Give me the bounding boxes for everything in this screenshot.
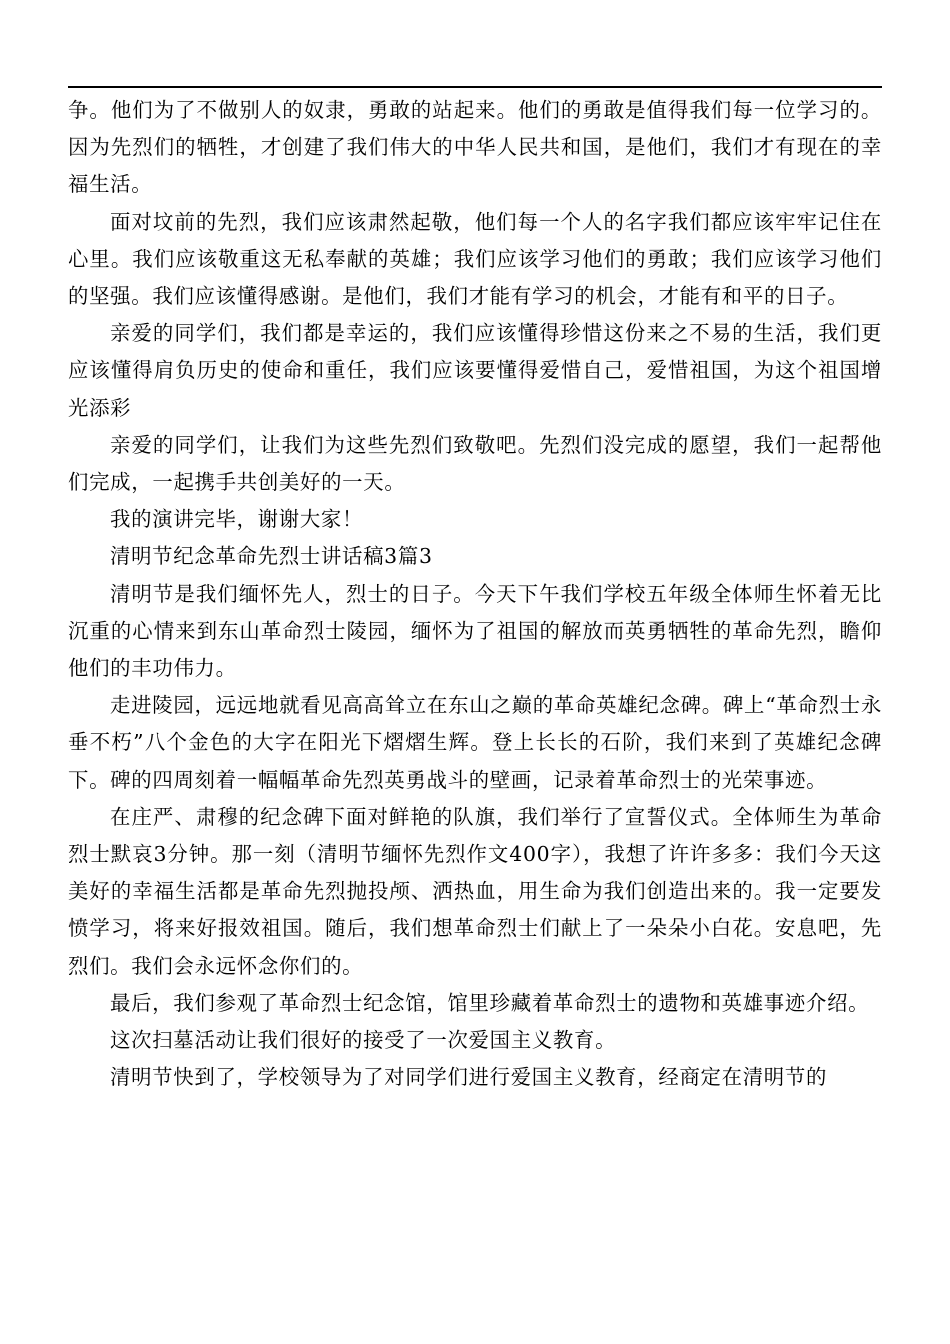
paragraph: 面对坟前的先烈，我们应该肃然起敬，他们每一个人的名字我们都应该牢牢记住在心里。我们应该敬重这无私奉献的英雄；我们应该学习他们的勇敢；我们应该学习他们的坚强。我们应该懂得感谢。是他们，我们才能有学习的机会，才能有和平的日子。 xyxy=(68,209,882,309)
paragraph: 最后，我们参观了革命烈士纪念馆，馆里珍藏着革命烈士的遗物和英雄事迹介绍。 xyxy=(110,990,870,1015)
paragraph: 走进陵园，远远地就看见高高耸立在东山之巅的革命英雄纪念碑。碑上“革命烈士永垂不朽”八个金色的大字在阳光下熠熠生辉。登上长长的石阶，我们来到了英雄纪念碑下。碑的四周刻着一幅幅革命先烈英勇战斗的壁画，记录着革命烈士的光荣事迹。 xyxy=(68,693,882,792)
paragraph: 在庄严、肃穆的纪念碑下面对鲜艳的队旗，我们举行了宣誓仪式。全体师生为革命烈士默哀3分钟。那一刻（清明节缅怀先烈作文400字），我想了许许多多：我们今天这美好的幸福生活都是革命先烈抛投颅、洒热血，用生命为我们创造出来的。我一定要发愤学习，将来好报效祖国。随后，我们想革命烈士们献上了一朵朵小白花。安息吧，先烈们。我们会永远怀念你们的。 xyxy=(68,804,882,978)
paragraph: 亲爱的同学们，我们都是幸运的，我们应该懂得珍惜这份来之不易的生活，我们更应该懂得肩负历史的使命和重任，我们应该要懂得爱惜自己，爱惜祖国，为这个祖国增光添彩 xyxy=(68,321,882,420)
paragraph: 清明节快到了，学校领导为了对同学们进行爱国主义教育，经商定在清明节的 xyxy=(110,1065,828,1090)
closing-line: 我的演讲完毕，谢谢大家！ xyxy=(110,507,364,532)
header-rule xyxy=(68,86,882,88)
paragraph: 清明节是我们缅怀先人，烈士的日子。今天下午我们学校五年级全体师生怀着无比沉重的心情来到东山革命烈士陵园，缅怀为了祖国的解放而英勇牺牲的革命先烈，瞻仰他们的丰功伟力。 xyxy=(68,581,882,681)
section-title: 清明节纪念革命先烈士讲话稿3篇3 xyxy=(110,544,433,569)
paragraph-continuation: 争。他们为了不做别人的奴隶，勇敢的站起来。他们的勇敢是值得我们每一位学习的。因为先烈们的牺牲，才创建了我们伟大的中华人民共和国，是他们，我们才有现在的幸福生活。 xyxy=(68,98,882,197)
document-body xyxy=(68,92,882,1096)
paragraph: 亲爱的同学们，让我们为这些先烈们致敬吧。先烈们没完成的愿望，我们一起帮他们完成，一起携手共创美好的一天。 xyxy=(68,432,882,495)
paragraph: 这次扫墓活动让我们很好的接受了一次爱国主义教育。 xyxy=(110,1028,617,1053)
